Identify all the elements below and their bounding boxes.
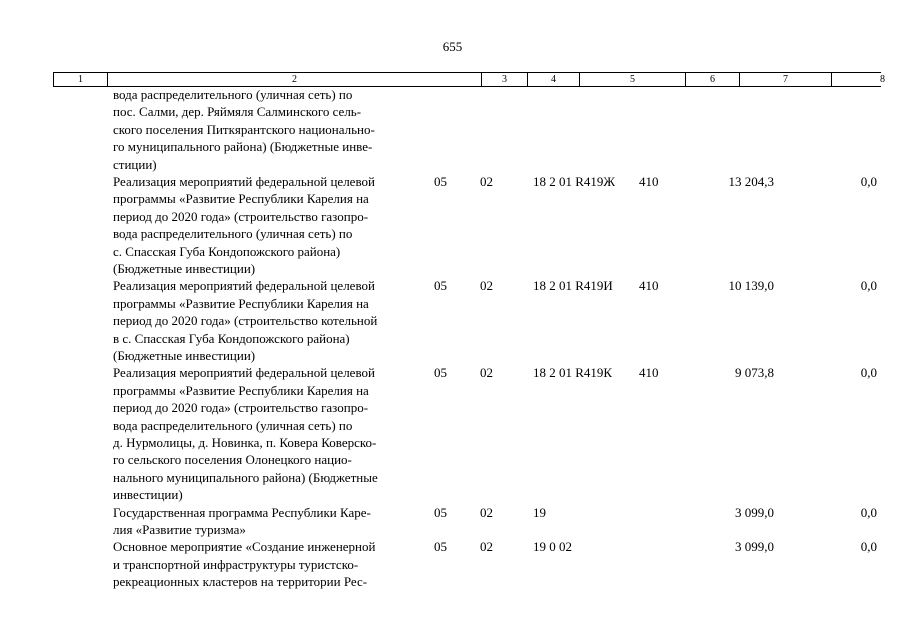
description-line: лия «Развитие туризма» xyxy=(113,521,246,537)
amount-value: 13 204,3 xyxy=(728,174,774,189)
description-line: Государственная программа Республики Каре- xyxy=(113,504,371,520)
section-code: 05 xyxy=(434,504,447,520)
table-row xyxy=(0,86,905,173)
description-line: Реализация мероприятий федеральной целевой xyxy=(113,365,375,381)
description-line: нального муниципального района) (Бюджетные xyxy=(113,469,378,485)
description-line: (Бюджетные инвестиции) xyxy=(113,261,256,277)
amount-value: 3 099,0 xyxy=(735,504,774,520)
second-amount-value: 0,0 xyxy=(860,504,877,520)
description-line: ского поселения Питкярантского национально- xyxy=(113,121,375,137)
table-row xyxy=(0,504,905,539)
table-row xyxy=(0,538,905,590)
amount-value: 9 073,8 xyxy=(735,365,774,381)
amount-value: 3 099,0 xyxy=(735,539,774,555)
row-description xyxy=(113,277,431,364)
description-line: д. Нурмолицы, д. Новинка, п. Ковера Коверско- xyxy=(113,435,377,451)
subsection-code: 02 xyxy=(480,504,493,520)
table-row xyxy=(0,277,905,364)
second-amount-value: 0,0 xyxy=(860,365,877,381)
column-header-2: 2 xyxy=(107,73,481,86)
description-line: период до 2020 года» (строительство газопро- xyxy=(113,400,369,416)
target-article-code: 19 xyxy=(533,504,546,520)
description-line: Реализация мероприятий федеральной целевой xyxy=(113,174,375,189)
description-line: в с. Спасская Губа Кондопожского района) xyxy=(113,330,350,346)
description-line: (Бюджетные инвестиции) xyxy=(113,348,256,364)
second-amount-value: 0,0 xyxy=(860,539,877,555)
section-code: 05 xyxy=(434,539,447,555)
row-description xyxy=(113,364,431,503)
row-description xyxy=(113,86,431,173)
subsection-code: 02 xyxy=(480,174,493,189)
description-line: рекреационных кластеров на территории Рес- xyxy=(113,574,368,590)
section-code: 05 xyxy=(434,365,447,381)
second-amount-value: 0,0 xyxy=(860,278,877,294)
table-column-header-row xyxy=(53,72,885,87)
description-line: вода распределительного (уличная сеть) по xyxy=(113,226,353,242)
column-header-1: 1 xyxy=(53,73,107,86)
column-header-6: 6 xyxy=(685,73,739,86)
expense-type-code: 410 xyxy=(639,365,659,381)
table-row xyxy=(0,173,905,277)
description-line: Основное мероприятие «Создание инженерной xyxy=(113,539,376,555)
description-line: го муниципального района) (Бюджетные инве- xyxy=(113,139,373,155)
description-line: инвестиции) xyxy=(113,487,183,503)
subsection-code: 02 xyxy=(480,539,493,555)
subsection-code: 02 xyxy=(480,278,493,294)
column-header-8: 8 xyxy=(831,73,905,86)
page-number: 655 xyxy=(442,39,463,54)
section-code: 05 xyxy=(434,278,447,294)
table-row xyxy=(0,364,905,503)
target-article-code: 19 0 02 xyxy=(533,539,572,555)
table-body xyxy=(0,86,905,591)
description-line: пос. Салми, дер. Ряймяля Салминского сель- xyxy=(113,104,362,120)
column-header-5: 5 xyxy=(579,73,685,86)
description-line: и транспортной инфраструктуры туристско- xyxy=(113,556,359,572)
section-code: 05 xyxy=(434,174,447,189)
description-line: Реализация мероприятий федеральной целевой xyxy=(113,278,375,294)
description-line: программы «Развитие Республики Карелия на xyxy=(113,382,369,398)
target-article-code: 18 2 01 R419К xyxy=(533,365,613,381)
expense-type-code: 410 xyxy=(639,174,659,189)
description-line: стиции) xyxy=(113,156,157,172)
column-header-7: 7 xyxy=(739,73,831,86)
description-line: го сельского поселения Олонецкого нацио- xyxy=(113,452,352,468)
amount-value: 10 139,0 xyxy=(728,278,774,294)
row-description xyxy=(113,504,431,539)
row-description xyxy=(113,538,431,590)
target-article-code: 18 2 01 R419Ж xyxy=(533,174,616,189)
column-header-3: 3 xyxy=(481,73,527,86)
description-line: вода распределительного (уличная сеть) по xyxy=(113,417,353,433)
second-amount-value: 0,0 xyxy=(860,174,877,189)
subsection-code: 02 xyxy=(480,365,493,381)
description-line: с. Спасская Губа Кондопожского района) xyxy=(113,243,341,259)
description-line: период до 2020 года» (строительство газопро- xyxy=(113,208,369,224)
description-line: программы «Развитие Республики Карелия на xyxy=(113,191,369,207)
description-line: вода распределительного (уличная сеть) по xyxy=(113,87,353,102)
description-line: период до 2020 года» (строительство котельной xyxy=(113,313,378,329)
description-line: программы «Развитие Республики Карелия на xyxy=(113,295,369,311)
row-description xyxy=(113,173,431,277)
expense-type-code: 410 xyxy=(639,278,659,294)
column-header-4: 4 xyxy=(527,73,579,86)
target-article-code: 18 2 01 R419И xyxy=(533,278,613,294)
